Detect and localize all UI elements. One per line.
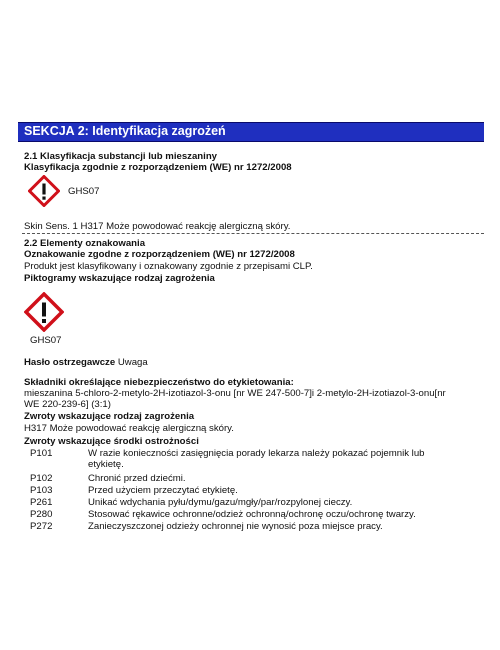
section-header bbox=[18, 122, 484, 142]
section-title: SEKCJA 2: Identyfikacja zagrożeń bbox=[24, 124, 226, 138]
hazard-heading: Zwroty wskazujące rodzaj zagrożenia bbox=[24, 411, 195, 422]
precaution-text: Przed użyciem przeczytać etykietę. bbox=[88, 485, 238, 496]
components-line-1: mieszanina 5-chloro-2-metylo-2H-izotiazol-3-onu [nr WE 247-500-7]i 2-metylo-2H-izotiazol-3-onu[nr bbox=[24, 388, 446, 399]
s21-classification: Skin Sens. 1 H317 Może powodować reakcję alergiczną skóry. bbox=[24, 221, 291, 232]
precaution-code: P102 bbox=[30, 473, 53, 484]
precaution-row bbox=[30, 521, 470, 532]
s21-subheading: Klasyfikacja zgodnie z rozporządzeniem (WE) nr 1272/2008 bbox=[24, 162, 292, 173]
precaution-code: P261 bbox=[30, 497, 53, 508]
precaution-text-cont: etykietę. bbox=[88, 459, 124, 470]
dashed-divider bbox=[22, 233, 484, 234]
hazard-statement: H317 Może powodować reakcję alergiczną skóry. bbox=[24, 423, 234, 434]
ghs07-exclamation-icon bbox=[24, 292, 64, 332]
s22-note: Produkt jest klasyfikowany i oznakowany zgodnie z przepisami CLP. bbox=[24, 261, 313, 272]
signal-word-label: Hasło ostrzegawcze bbox=[24, 357, 116, 368]
s22-heading: 2.2 Elementy oznakowania bbox=[24, 238, 146, 249]
precaution-code: P103 bbox=[30, 485, 53, 496]
s22-subheading: Oznakowanie zgodne z rozporządzeniem (WE) nr 1272/2008 bbox=[24, 249, 295, 260]
precaution-text: Unikać wdychania pyłu/dymu/gazu/mgły/par/rozpylonej cieczy. bbox=[88, 497, 353, 508]
s22-pictogram-label: GHS07 bbox=[30, 335, 62, 346]
precaution-text: W razie konieczności zasięgnięcia porady lekarza należy pokazać pojemnik lub bbox=[88, 448, 425, 459]
s21-heading: 2.1 Klasyfikacja substancji lub mieszaniny bbox=[24, 151, 218, 162]
signal-word-line bbox=[24, 357, 148, 368]
components-heading: Składniki określające niebezpieczeństwo do etykietowania: bbox=[24, 377, 294, 388]
signal-word: Uwaga bbox=[117, 357, 148, 368]
precaution-row bbox=[30, 485, 470, 496]
precaution-text: Chronić przed dziećmi. bbox=[88, 473, 186, 484]
s22-pictograms-heading: Piktogramy wskazujące rodzaj zagrożenia bbox=[24, 273, 215, 284]
precaution-row bbox=[30, 509, 470, 520]
s21-pictogram-label: GHS07 bbox=[68, 186, 100, 197]
precaution-code: P101 bbox=[30, 448, 53, 459]
components-line-2: WE 220-239-6] (3:1) bbox=[24, 399, 111, 410]
ghs07-exclamation-icon bbox=[28, 175, 60, 207]
precaution-heading: Zwroty wskazujące środki ostrożności bbox=[24, 436, 199, 447]
precaution-code: P272 bbox=[30, 521, 53, 532]
precaution-text: Stosować rękawice ochronne/odzież ochronną/ochronę oczu/ochronę twarzy. bbox=[88, 509, 416, 520]
precaution-row bbox=[30, 448, 470, 470]
precaution-code: P280 bbox=[30, 509, 53, 520]
precaution-row bbox=[30, 497, 470, 508]
precaution-text: Zanieczyszczonej odzieży ochronnej nie wynosić poza miejsce pracy. bbox=[88, 521, 383, 532]
precaution-row bbox=[30, 473, 470, 484]
